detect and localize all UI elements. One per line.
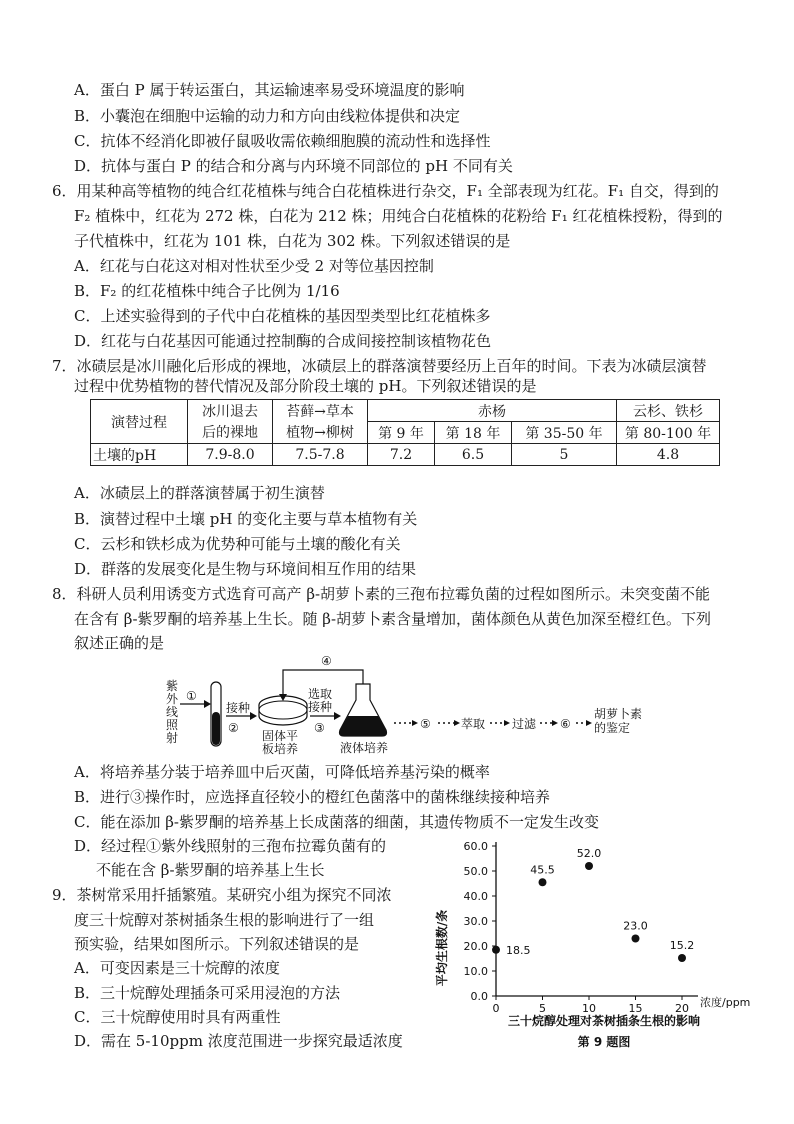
data-label: 23.0 xyxy=(623,919,648,933)
step-3-label: ③ xyxy=(314,721,325,735)
table-header-bare-land-2: 后的裸地 xyxy=(188,422,273,444)
x-tick-label: 5 xyxy=(539,1002,546,1015)
data-point xyxy=(492,946,500,954)
table-header-moss-1: 苔藓→草本 xyxy=(273,400,368,422)
table-cell-ph: 7.9-8.0 xyxy=(188,444,273,466)
arrow-head xyxy=(504,720,510,726)
arrow-head xyxy=(412,720,418,726)
chart-caption: 第 9 题图 xyxy=(577,1035,631,1049)
data-point xyxy=(678,954,686,962)
q8-option-c: C．能在添加 β-紫罗酮的培养基上长成菌落的细菌，其遗传物质不一定发生改变 xyxy=(74,813,599,831)
arrow-head xyxy=(552,720,558,726)
table-cell-ph: 6.5 xyxy=(435,444,512,466)
uv-label: 外 xyxy=(166,692,179,706)
table-header-bare-land-1: 冰川退去 xyxy=(188,400,273,422)
arrow-head xyxy=(204,700,211,708)
identification-label: 胡萝卜素 xyxy=(594,707,643,721)
arrow-head xyxy=(334,712,341,720)
q9-option-d: D．需在 5-10ppm 浓度范围进一步探究最适浓度 xyxy=(74,1032,403,1050)
x-tick-label: 15 xyxy=(628,1002,643,1015)
chart-x-label: 浓度/ppm xyxy=(700,996,751,1009)
q9-stem-line-2: 度三十烷醇对茶树插条生根的影响进行了一组 xyxy=(74,911,375,929)
chart-title: 三十烷醇处理对茶树插条生根的影响 xyxy=(507,1014,701,1028)
step-5-label: ⑤ xyxy=(420,717,431,731)
table-header-moss-2: 植物→柳树 xyxy=(273,422,368,444)
q9-stem-line-3: 预实验，结果如图所示。下列叙述错误的是 xyxy=(74,935,360,953)
q7-stem-line-1: 7．冰碛层是冰川融化后形成的裸地，冰碛层上的群落演替要经历上百年的时间。下表为冰碛层演替 xyxy=(52,357,707,375)
liquid-culture-label: 液体培养 xyxy=(340,741,389,755)
q5-option-a: A．蛋白 P 属于转运蛋白，其运输速率易受环境温度的影响 xyxy=(74,81,465,99)
q9-stem-line-1: 9．茶树常采用扦插繁殖。某研究小组为探究不同浓 xyxy=(52,886,392,904)
q9-option-c: C．三十烷醇使用时具有两重性 xyxy=(74,1008,281,1026)
rooting-chart xyxy=(432,836,762,1066)
step-2-inoculate: 接种 xyxy=(226,701,251,715)
uv-label: 射 xyxy=(166,731,179,745)
table-cell-ph: 4.8 xyxy=(617,444,720,466)
test-tube-liquid xyxy=(212,712,220,745)
table-cell-ph: 7.2 xyxy=(368,444,435,466)
y-tick-label: 20.0 xyxy=(463,940,488,953)
q6-option-b: B．F₂ 的红花植株中纯合子比例为 1/16 xyxy=(74,282,340,300)
q9-option-b: B．三十烷醇处理插条可采用浸泡的方法 xyxy=(74,984,341,1002)
q7-stem-line-2: 过程中优势植物的替代情况及部分阶段土壤的 pH。下列叙述错误的是 xyxy=(74,377,537,395)
data-point xyxy=(585,862,593,870)
x-tick-label: 10 xyxy=(582,1002,596,1015)
data-label: 18.5 xyxy=(506,943,531,957)
q6-option-a: A．红花与白花这对相对性状至少受 2 对等位基因控制 xyxy=(74,257,434,275)
filter-label: 过滤 xyxy=(512,717,537,731)
q7-option-a: A．冰碛层上的群落演替属于初生演替 xyxy=(74,484,325,502)
table-header-process: 演替过程 xyxy=(91,400,188,444)
q7-option-b: B．演替过程中土壤 pH 的变化主要与草本植物有关 xyxy=(74,510,418,528)
x-tick-label: 0 xyxy=(492,1002,500,1015)
q5-option-d: D．抗体与蛋白 P 的结合和分离与内环境不同部位的 pH 不同有关 xyxy=(74,157,513,175)
inoculate-2-label: 接种 xyxy=(308,700,333,714)
q7-option-c: C．云杉和铁杉成为优势种可能与土壤的酸化有关 xyxy=(74,535,401,553)
step-2-label: ② xyxy=(228,721,239,735)
screening-process-diagram xyxy=(158,650,658,756)
table-header-spruce: 云杉、铁杉 xyxy=(617,400,720,422)
q7-option-d: D．群落的发展变化是生物与环境间相互作用的结果 xyxy=(74,560,417,578)
table-cell-ph: 7.5-7.8 xyxy=(273,444,368,466)
table-header-alder: 赤杨 xyxy=(368,400,617,422)
q8-option-b: B．进行③操作时，应选择直径较小的橙红色菌落中的菌株继续接种培养 xyxy=(74,788,551,806)
y-tick-label: 60.0 xyxy=(463,840,488,853)
table-header-year-9: 第 9 年 xyxy=(368,422,435,444)
identification-label: 的鉴定 xyxy=(594,721,631,735)
q6-option-c: C．上述实验得到的子代中白花植株的基因型类型比红花植株多 xyxy=(74,307,491,325)
arrow-head xyxy=(454,720,460,726)
table-header-year-80-100: 第 80-100 年 xyxy=(617,422,720,444)
arrow-head xyxy=(586,720,592,726)
x-tick-label: 20 xyxy=(675,1002,689,1015)
step-6-label: ⑥ xyxy=(560,717,571,731)
chart-y-label: 平均生根数/条 xyxy=(435,909,449,987)
q8-option-d-line-1: D．经过程①紫外线照射的三孢布拉霉负菌有的 xyxy=(74,837,387,855)
uv-label: 照 xyxy=(166,718,179,732)
q9-option-a: A．可变因素是三十烷醇的浓度 xyxy=(74,959,280,977)
table-cell-ph: 5 xyxy=(512,444,617,466)
y-tick-label: 0.0 xyxy=(470,990,488,1003)
plate-label: 固体平 xyxy=(262,729,299,743)
table-row-ph-label: 土壤的pH xyxy=(91,444,188,466)
data-label: 45.5 xyxy=(530,863,555,877)
step-1-label: ① xyxy=(186,689,197,703)
q6-stem-line-3: 子代植株中，红花为 101 株，白花为 302 株。下列叙述错误的是 xyxy=(74,232,511,250)
data-point xyxy=(632,935,640,943)
data-label: 52.0 xyxy=(576,847,602,860)
y-tick-label: 10.0 xyxy=(463,965,488,978)
y-tick-label: 50.0 xyxy=(463,865,488,878)
uv-label: 线 xyxy=(166,705,179,719)
data-label: 15.2 xyxy=(669,939,695,952)
plate-label: 板培养 xyxy=(262,742,299,756)
table-header-year-35-50: 第 35-50 年 xyxy=(512,422,617,444)
q8-stem-line-1: 8．科研人员利用诱变方式选育可高产 β-胡萝卜素的三孢布拉霉负菌的过程如图所示。未突变菌不能 xyxy=(52,585,711,603)
q6-option-d: D．红花与白花基因可能通过控制酶的合成间接控制该植物花色 xyxy=(74,332,492,350)
petri-dish-body xyxy=(259,705,307,725)
select-label: 选取 xyxy=(308,687,333,701)
q8-option-d-line-2: 不能在含 β-紫罗酮的培养基上生长 xyxy=(96,861,325,879)
flask-liquid xyxy=(340,716,387,736)
y-tick-label: 40.0 xyxy=(463,890,488,903)
succession-table xyxy=(90,399,720,466)
y-tick-label: 30.0 xyxy=(463,915,488,928)
table-header-year-18: 第 18 年 xyxy=(435,422,512,444)
arrow-head xyxy=(250,712,257,720)
q8-stem-line-2: 在含有 β-紫罗酮的培养基上生长。随 β-胡萝卜素含量增加，菌体颜色从黄色加深至橙红色。下列 xyxy=(74,610,712,628)
q5-option-b: B．小囊泡在细胞中运输的动力和方向由线粒体提供和决定 xyxy=(74,107,461,125)
q8-option-a: A．将培养基分装于培养皿中后灭菌，可降低培养基污染的概率 xyxy=(74,763,490,781)
q6-stem-line-1: 6．用某种高等植物的纯合红花植株与纯合白花植株进行杂交，F₁ 全部表现为红花。F₁ 自交，得到的 xyxy=(52,182,719,200)
q8-stem-line-3: 叙述正确的是 xyxy=(74,634,165,652)
q5-option-c: C．抗体不经消化即被仔鼠吸收需依赖细胞膜的流动性和选择性 xyxy=(74,132,491,150)
data-point xyxy=(539,878,547,886)
extract-label: 萃取 xyxy=(461,717,486,731)
step-4-label: ④ xyxy=(321,654,332,668)
q6-stem-line-2: F₂ 植株中，红花为 272 株，白花为 212 株；用纯合白花植株的花粉给 F₁ 红花植株授粉，得到的 xyxy=(74,207,723,225)
uv-label: 紫 xyxy=(166,679,179,693)
